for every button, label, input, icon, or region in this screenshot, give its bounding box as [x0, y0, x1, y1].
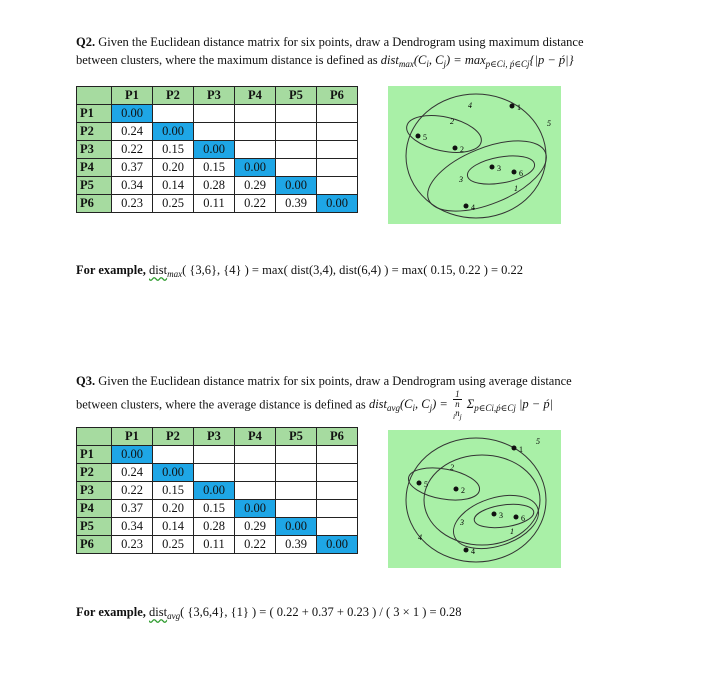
- q2-matrix-cell: 0.24: [112, 123, 153, 141]
- q2-matrix-cell: 0.25: [153, 195, 194, 213]
- point-6-label: 6: [519, 169, 523, 178]
- cluster-label-2-q3: 2: [450, 463, 454, 472]
- q3-matrix-cell: [276, 482, 317, 500]
- q3-matrix-col-header: P3: [194, 428, 235, 446]
- q3-matrix-cell: 0.37: [112, 500, 153, 518]
- q2-matrix-cell: [317, 105, 358, 123]
- point-1-label: 1: [517, 103, 521, 112]
- q3-matrix-row-header: P1: [77, 446, 112, 464]
- q2-cluster-figure: [388, 86, 561, 224]
- q2-matrix-row-header: P4: [77, 159, 112, 177]
- q2-line1: Given the Euclidean distance matrix for six points, draw a Dendrogram using maximum distance: [98, 35, 584, 49]
- q2-matrix-cell: 0.23: [112, 195, 153, 213]
- q2-matrix-col-header: P4: [235, 87, 276, 105]
- q2-matrix-cell: 0.14: [153, 177, 194, 195]
- q3-example-fn: dist$_{avg}$: [149, 605, 181, 621]
- q2-matrix-row-header: P1: [77, 105, 112, 123]
- point-6-dot: [512, 170, 517, 175]
- q2-matrix-cell: 0.28: [194, 177, 235, 195]
- q2-matrix-cell: 0.37: [112, 159, 153, 177]
- point-4-label-q3: 4: [471, 547, 475, 556]
- q3-matrix-cell: 0.29: [235, 518, 276, 536]
- cluster-label-5-q3: 5: [536, 437, 540, 446]
- q2-example-body: ( {3,6}, {4} ) = max( dist(3,4), dist(6,4) ) = max( 0.15, 0.22 ) = 0.22: [182, 263, 524, 277]
- q2-matrix-cell: 0.00: [112, 105, 153, 123]
- q2-example-label: For example,: [76, 263, 146, 277]
- q3-matrix-cell: [235, 464, 276, 482]
- cluster-label-5: 5: [547, 119, 551, 128]
- q3-formula: $dist_{avg}(C_i$, $C_j$) = 1 n $_in_j$ $\Sigma_{p\in Ci,ṕ\in Cj}$ |p − ṕ|: [368, 389, 554, 421]
- q2-matrix-col-header: P3: [194, 87, 235, 105]
- q2-matrix-cell: 0.15: [194, 159, 235, 177]
- point-4-label: 4: [471, 203, 475, 212]
- q2-text: [76, 33, 676, 73]
- q2-matrix-cell: 0.00: [317, 195, 358, 213]
- q2-matrix-cell: 0.00: [153, 123, 194, 141]
- point-2-dot: [453, 146, 458, 151]
- q3-matrix-cell: [276, 500, 317, 518]
- q3-example: [76, 605, 462, 621]
- q3-matrix-cell: [194, 446, 235, 464]
- point-2-label-q3: 2: [461, 486, 465, 495]
- q2-matrix-row: [77, 123, 358, 141]
- q3-matrix-cell: [276, 446, 317, 464]
- q3-matrix-cell: [276, 464, 317, 482]
- q3-matrix-row-header: P4: [77, 500, 112, 518]
- point-5-dot-q3: [417, 481, 422, 486]
- q3-matrix-cell: [235, 446, 276, 464]
- q3-matrix-col-header: P6: [317, 428, 358, 446]
- q3-matrix-cell: [317, 446, 358, 464]
- q3-matrix-cell: 0.11: [194, 536, 235, 554]
- q2-matrix-cell: 0.11: [194, 195, 235, 213]
- q2-matrix-row-header: P2: [77, 123, 112, 141]
- q3-matrix-row: [77, 446, 358, 464]
- q2-matrix-cell: [276, 159, 317, 177]
- q3-matrix-cell: 0.14: [153, 518, 194, 536]
- q3-cluster-1: [473, 501, 535, 531]
- q3-matrix-cell: 0.00: [235, 500, 276, 518]
- q3-matrix-cell: 0.00: [317, 536, 358, 554]
- point-4-dot: [464, 204, 469, 209]
- q3-matrix-cell: 0.00: [112, 446, 153, 464]
- point-5-label-q3: 5: [424, 480, 428, 489]
- q2-line2: between clusters, where the maximum distance is defined as: [76, 53, 378, 67]
- q2-matrix-row: [77, 195, 358, 213]
- point-1-dot-q3: [512, 446, 517, 451]
- point-3-dot: [490, 165, 495, 170]
- q2-matrix-row: [77, 177, 358, 195]
- q3-outer-cluster: [406, 438, 546, 562]
- q2-matrix-cell: 0.00: [194, 141, 235, 159]
- q2-matrix-cell: 0.00: [235, 159, 276, 177]
- q3-matrix-cell: 0.20: [153, 500, 194, 518]
- q2-matrix-cell: [194, 123, 235, 141]
- q2-matrix-cell: [276, 105, 317, 123]
- q3-matrix-row-header: P5: [77, 518, 112, 536]
- q2-matrix-col-header: P1: [112, 87, 153, 105]
- q3-matrix-cell: 0.25: [153, 536, 194, 554]
- q3-matrix-cell: 0.00: [276, 518, 317, 536]
- q2-matrix-cell: 0.22: [235, 195, 276, 213]
- q2-cluster-2: [403, 109, 484, 158]
- q3-matrix-col-header: P1: [112, 428, 153, 446]
- point-1-label-q3: 1: [519, 445, 523, 454]
- q2-outer-cluster: [406, 94, 546, 218]
- cluster-label-4: 4: [468, 101, 472, 110]
- q3-matrix-row-header: P6: [77, 536, 112, 554]
- q2-matrix-cell: 0.39: [276, 195, 317, 213]
- q2-matrix-cell: [317, 159, 358, 177]
- q3-matrix-cell: 0.22: [112, 482, 153, 500]
- point-5-dot: [416, 134, 421, 139]
- q3-matrix-corner: [77, 428, 112, 446]
- q2-matrix-cell: [194, 105, 235, 123]
- cluster-label-4-q3: 4: [418, 533, 422, 542]
- cluster-label-1: 1: [514, 184, 518, 193]
- q2-matrix-cell: 0.00: [276, 177, 317, 195]
- point-3-label-q3: 3: [499, 511, 503, 520]
- q3-matrix-cell: 0.22: [235, 536, 276, 554]
- q2-matrix-col-header: P5: [276, 87, 317, 105]
- q2-distance-matrix: [76, 86, 358, 213]
- q2-matrix-cell: 0.22: [112, 141, 153, 159]
- q3-matrix-cell: 0.39: [276, 536, 317, 554]
- point-6-label-q3: 6: [521, 514, 525, 523]
- cluster-label-3-q3: 3: [460, 518, 464, 527]
- cluster-label-2: 2: [450, 117, 454, 126]
- q2-matrix-cell: [235, 123, 276, 141]
- point-1-dot: [510, 104, 515, 109]
- q2-matrix-col-header: P6: [317, 87, 358, 105]
- q2-matrix-cell: [317, 123, 358, 141]
- q3-matrix-row-header: P3: [77, 482, 112, 500]
- q3-matrix-cell: 0.28: [194, 518, 235, 536]
- q2-matrix-row: [77, 159, 358, 177]
- q2-example-fn: dist$_{max}$: [149, 263, 183, 279]
- q3-matrix-cell: [317, 500, 358, 518]
- q2-matrix-row-header: P6: [77, 195, 112, 213]
- cluster-label-1-q3: 1: [510, 527, 514, 536]
- q2-cluster-1: [465, 151, 536, 188]
- q3-line1: Given the Euclidean distance matrix for six points, draw a Dendrogram using average distance: [98, 374, 572, 388]
- q3-matrix-cell: [317, 464, 358, 482]
- q3-matrix-row: [77, 518, 358, 536]
- point-2-dot-q3: [454, 487, 459, 492]
- q3-number: Q3.: [76, 374, 96, 388]
- q2-matrix-cell: [235, 105, 276, 123]
- q2-number: Q2.: [76, 35, 96, 49]
- q2-matrix-cell: [276, 141, 317, 159]
- q3-example-label: For example,: [76, 605, 146, 619]
- q3-matrix-cell: 0.15: [153, 482, 194, 500]
- q3-matrix-col-header: P4: [235, 428, 276, 446]
- q2-matrix-cell: [276, 123, 317, 141]
- q2-matrix-cell: 0.15: [153, 141, 194, 159]
- q3-matrix-cell: [317, 482, 358, 500]
- q3-example-body: ( {3,6,4}, {1} ) = ( 0.22 + 0.37 + 0.23 ) / ( 3 × 1 ) = 0.28: [180, 605, 462, 619]
- q3-text: [76, 372, 676, 421]
- q3-matrix-cell: 0.00: [194, 482, 235, 500]
- q3-matrix-cell: 0.00: [153, 464, 194, 482]
- q3-distance-matrix: [76, 427, 358, 554]
- q2-matrix-row-header: P3: [77, 141, 112, 159]
- q3-cluster-figure: [388, 430, 561, 568]
- point-3-label: 3: [497, 164, 501, 173]
- point-6-dot-q3: [514, 515, 519, 520]
- q2-cluster-3: [418, 126, 556, 224]
- q2-matrix-row: [77, 105, 358, 123]
- q2-matrix-cell: 0.20: [153, 159, 194, 177]
- q3-matrix-col-header: P5: [276, 428, 317, 446]
- q2-matrix-cell: [317, 141, 358, 159]
- q3-matrix-cell: 0.34: [112, 518, 153, 536]
- q3-matrix-cell: [317, 518, 358, 536]
- q3-matrix-row: [77, 536, 358, 554]
- q2-matrix-cell: 0.29: [235, 177, 276, 195]
- q2-matrix-corner: [77, 87, 112, 105]
- q2-example: [76, 263, 523, 279]
- q2-matrix-cell: [153, 105, 194, 123]
- q3-matrix-row: [77, 464, 358, 482]
- q3-matrix-cell: [153, 446, 194, 464]
- cluster-label-3: 3: [459, 175, 463, 184]
- q3-matrix-row-header: P2: [77, 464, 112, 482]
- q3-matrix-cell: 0.24: [112, 464, 153, 482]
- q3-matrix-row: [77, 500, 358, 518]
- q2-matrix-cell: [235, 141, 276, 159]
- q3-matrix-cell: 0.15: [194, 500, 235, 518]
- q3-matrix-cell: 0.23: [112, 536, 153, 554]
- point-2-label: 2: [460, 145, 464, 154]
- q3-matrix-col-header: P2: [153, 428, 194, 446]
- q2-matrix-cell: 0.34: [112, 177, 153, 195]
- q3-matrix-cell: [235, 482, 276, 500]
- q3-matrix-cell: [194, 464, 235, 482]
- q2-formula: $dist_{max}(C_i$, $C_j) = \max_{p\in Ci, ṕ\in Cj}\{|p$ − ṕ|}: [380, 53, 574, 69]
- point-4-dot-q3: [464, 548, 469, 553]
- point-5-label: 5: [423, 133, 427, 142]
- q2-matrix-col-header: P2: [153, 87, 194, 105]
- q3-matrix-row: [77, 482, 358, 500]
- q2-matrix-cell: [317, 177, 358, 195]
- q3-line2: between clusters, where the average distance is defined as: [76, 397, 366, 412]
- q2-matrix-row-header: P5: [77, 177, 112, 195]
- point-3-dot-q3: [492, 512, 497, 517]
- q2-matrix-row: [77, 141, 358, 159]
